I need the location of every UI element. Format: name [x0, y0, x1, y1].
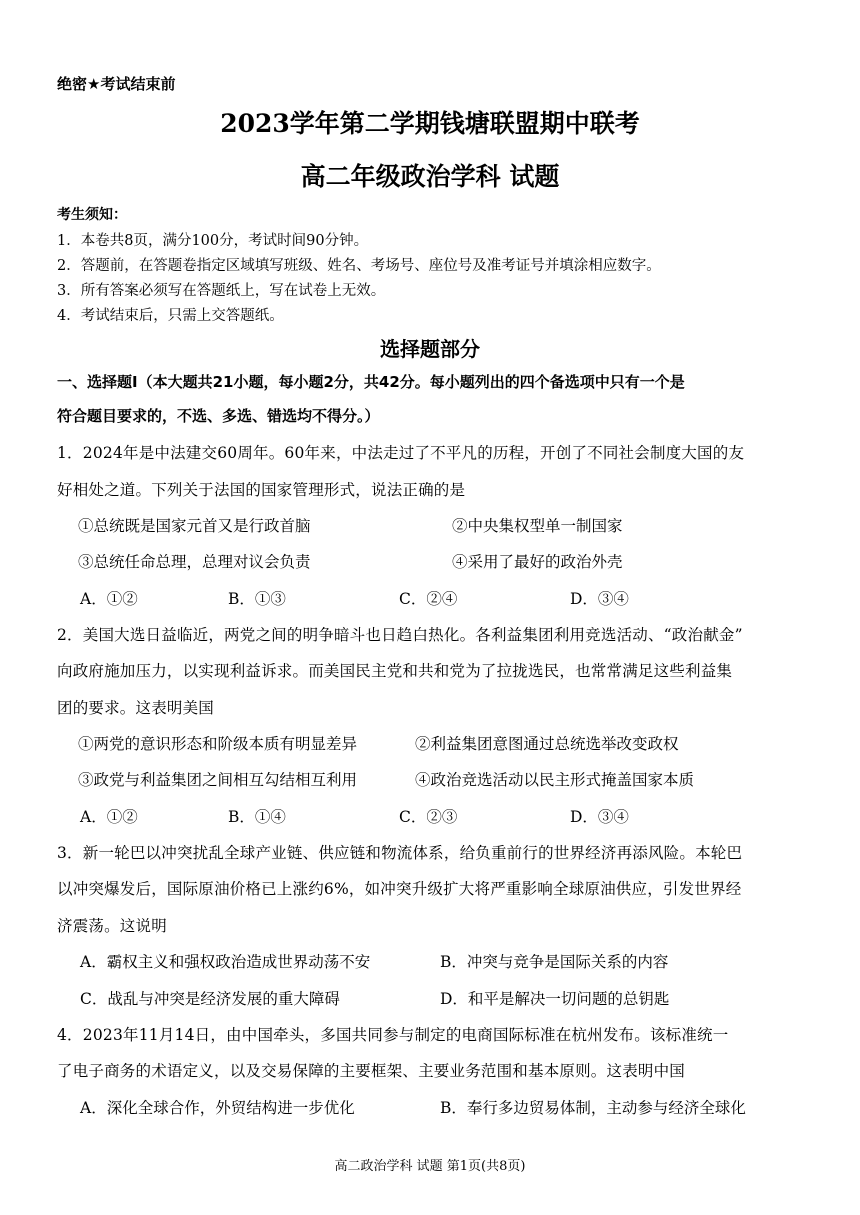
q2-option-c[interactable]: C．②③ [399, 808, 458, 826]
q2-statement: ④政治竞选活动以民主形式掩盖国家本质 [415, 771, 695, 789]
q1-statement: ②中央集权型单一制国家 [452, 517, 623, 535]
q2-statement: ①两党的意识形态和阶级本质有明显差异 [78, 735, 358, 753]
question-3-text: 3．新一轮巴以冲突扰乱全球产业链、供应链和物流体系，给负重前行的世界经济再添风险。本轮巴 [57, 844, 743, 862]
notice-item: 4．考试结束后，只需上交答题纸。 [57, 308, 284, 324]
q1-statement: ④采用了最好的政治外壳 [452, 553, 623, 571]
q2-statement: ③政党与利益集团之间相互勾结相互利用 [78, 771, 358, 789]
q1-option-d[interactable]: D．③④ [570, 590, 629, 608]
part-instructions: 符合题目要求的，不选、多选、错选均不得分。） [57, 407, 380, 425]
q1-statement: ③总统任命总理，总理对议会负责 [78, 553, 311, 571]
q2-option-a[interactable]: A．①② [80, 808, 138, 826]
question-2-text: 2．美国大选日益临近，两党之间的明争暗斗也日趋白热化。各利益集团利用竞选活动、“政治献金” [57, 626, 743, 644]
page-footer: 高二政治学科 试题 第1页(共8页) [334, 1159, 526, 1174]
question-1-text: 1．2024年是中法建交60周年。60年来，中法走过了不平凡的历程，开创了不同社会制度大国的友 [57, 444, 745, 462]
exam-subtitle: 高二年级政治学科 试题 [300, 162, 560, 191]
q3-option-d[interactable]: D．和平是解决一切问题的总钥匙 [440, 990, 670, 1008]
q2-option-b[interactable]: B．①④ [228, 808, 286, 826]
section-title: 选择题部分 [380, 337, 480, 361]
question-1-text: 好相处之道。下列关于法国的国家管理形式，说法正确的是 [57, 481, 466, 499]
secret-label: 绝密★考试结束前 [57, 75, 176, 93]
question-3-text: 济震荡。这说明 [57, 917, 167, 935]
question-4-text: 4．2023年11月14日，由中国牵头，多国共同参与制定的电商国际标准在杭州发布。该标准统一 [57, 1026, 729, 1044]
question-2-text: 团的要求。这表明美国 [57, 699, 215, 717]
q3-option-a[interactable]: A．霸权主义和强权政治造成世界动荡不安 [80, 953, 371, 971]
question-3-text: 以冲突爆发后，国际原油价格已上涨约6%，如冲突升级扩大将严重影响全球原油供应，引发世界经 [57, 880, 742, 898]
question-2-text: 向政府施加压力，以实现利益诉求。而美国民主党和共和党为了拉拢选民，也常常满足这些利益集 [57, 662, 733, 680]
exam-title: 2023学年第二学期钱塘联盟期中联考 [220, 109, 640, 138]
q1-statement: ①总统既是国家元首又是行政首脑 [78, 517, 311, 535]
q1-option-c[interactable]: C．②④ [399, 590, 458, 608]
notice-heading: 考生须知： [57, 207, 127, 223]
notice-item: 1．本卷共8页，满分100分，考试时间90分钟。 [57, 233, 369, 249]
q4-option-a[interactable]: A．深化全球合作，外贸结构进一步优化 [80, 1099, 355, 1117]
q2-statement: ②利益集团意图通过总统选举改变政权 [415, 735, 679, 753]
q1-option-b[interactable]: B．①③ [228, 590, 286, 608]
notice-item: 2．答题前，在答题卷指定区域填写班级、姓名、考场号、座位号及准考证号并填涂相应数字。 [57, 258, 661, 274]
q1-option-a[interactable]: A．①② [80, 590, 138, 608]
question-4-text: 了电子商务的术语定义，以及交易保障的主要框架、主要业务范围和基本原则。这表明中国 [57, 1062, 686, 1080]
part-instructions: 一、选择题Ⅰ（本大题共21小题，每小题2分，共42分。每小题列出的四个备选项中只有一个是 [57, 373, 685, 391]
q3-option-c[interactable]: C．战乱与冲突是经济发展的重大障碍 [80, 990, 340, 1008]
q3-option-b[interactable]: B．冲突与竞争是国际关系的内容 [440, 953, 669, 971]
q2-option-d[interactable]: D．③④ [570, 808, 629, 826]
q4-option-b[interactable]: B．奉行多边贸易体制，主动参与经济全球化 [440, 1099, 746, 1117]
notice-item: 3．所有答案必须写在答题纸上，写在试卷上无效。 [57, 283, 386, 299]
